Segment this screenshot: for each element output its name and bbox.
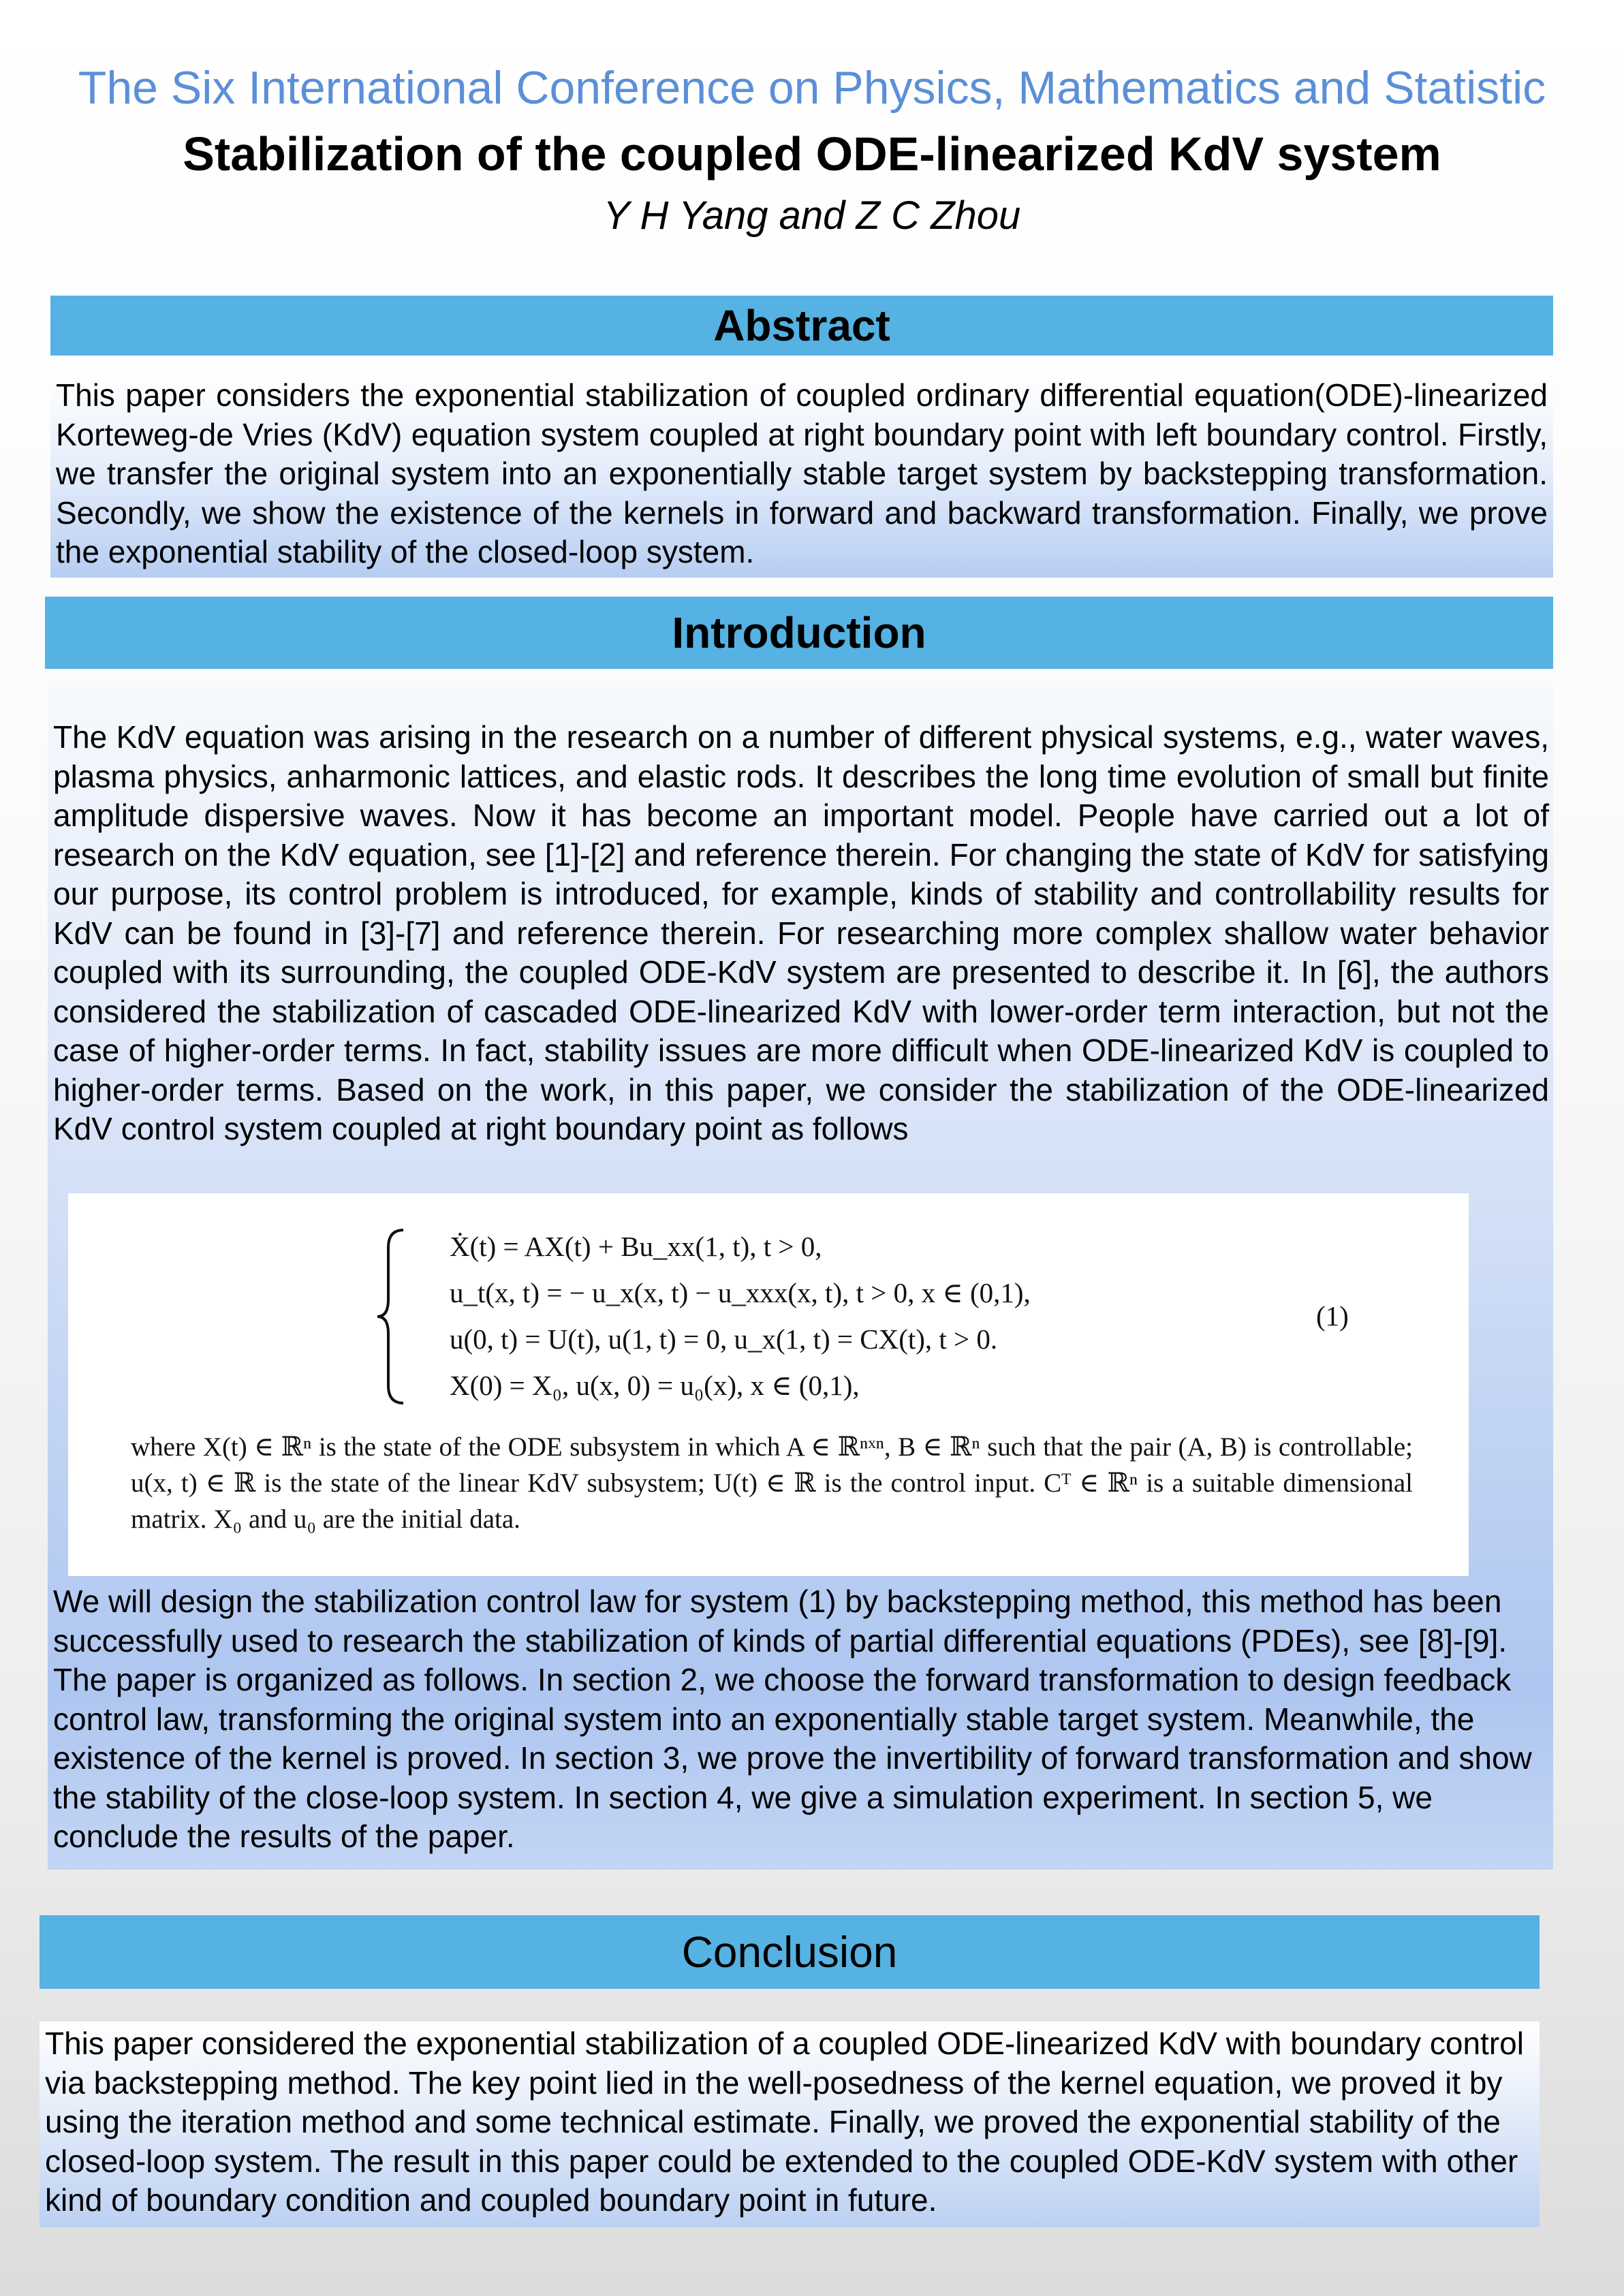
equation-boundary: u(0, t) = U(t), u(1, t) = 0, u_x(1, t) = CX(t), t > 0. (450, 1323, 998, 1355)
equation-initial: X(0) = X₀, u(x, 0) = u₀(x), x ∈ (0,1), (450, 1370, 860, 1401)
authors: Y H Yang and Z C Zhou (603, 193, 1021, 238)
equation-note: where X(t) ∈ ℝⁿ is the state of the ODE subsystem in which A ∈ ℝⁿˣⁿ, B ∈ ℝⁿ such that the pair (A, B) is controllable; u(x, t) ∈ ℝ is the state of the linear KdV subsystem; U(t) ∈ ℝ is the control input. Cᵀ ∈ ℝⁿ is a suitable dimensional matrix. X₀ and u₀ are the initial data. (131, 1432, 1413, 1534)
conclusion-text: This paper considered the exponential stabilization of a coupled ODE-linearized KdV with boundary control via backstepping method. The key point lied in the well-posedness of the kernel equation, we proved it by using the iteration method and some technical estimate. Finally, we proved the exponential stability of the closed-loop system. The result in this paper could be extended to the coupled ODE-KdV system with other kind of boundary condition and coupled boundary point in future. (45, 2026, 1524, 2218)
conclusion-panel (40, 2022, 1540, 2227)
equation-kdv: u_t(x, t) = − u_x(x, t) − u_xxx(x, t), t > 0, x ∈ (0,1), (450, 1277, 1031, 1308)
abstract-panel (50, 375, 1553, 578)
introduction-paragraph-1: The KdV equation was arising in the research on a number of different physical systems, e.g., water waves, plasma physics, anharmonic lattices, and elastic rods. It describes the long time evolution of small but finite amplitude dispersive waves. Now it has become an important model. People have carried out a lot of research on the KdV equation, see [1]-[2] and reference therein. For changing the state of KdV for satisfying our purpose, its control problem is introduced, for example, kinds of stability and controllability results for KdV can be found in [3]-[7] and reference therein. For researching more complex shallow water behavior coupled with its surrounding, the coupled ODE-KdV system are presented to describe it. In [6], the authors considered the stabilization of cascaded ODE-linearized KdV with lower-order term interaction, but not the case of higher-order terms. In fact, stability issues are more difficult when ODE-linearized KdV is coupled to higher-order terms. Based on the work, in this paper, we consider the stabilization of the ODE-linearized KdV control system coupled at right boundary point as follows (53, 719, 1549, 1146)
equation-number: (1) (1316, 1300, 1349, 1332)
equation-ode: Ẋ(t) = AX(t) + Bu_xx(1, t), t > 0, (450, 1231, 822, 1262)
left-brace (373, 1227, 407, 1406)
equation-system (68, 1193, 1469, 1576)
introduction-heading: Introduction (45, 597, 1553, 669)
introduction-paragraph-2: We will design the stabilization control law for system (1) by backstepping method, this method has been successfully used to research the stabilization of kinds of partial differential equations (PDEs), see [8]-[9]. The paper is organized as follows. In section 2, we choose the forward transformation to design feedback control law, transforming the original system into an exponentially stable target system. Meanwhile, the existence of the kernel is proved. In section 3, we prove the invertibility of forward transformation and show the stability of the close-loop system. In section 4, we give a simulation experiment. In section 5, we conclude the results of the paper. (53, 1584, 1532, 1854)
paper-title: Stabilization of the coupled ODE-linearized KdV system (183, 127, 1441, 180)
abstract-text: This paper considers the exponential stabilization of coupled ordinary differential equation(ODE)-linearized Korteweg-de Vries (KdV) equation system coupled at right boundary point with left boundary control. Firstly, we transfer the original system into an exponentially stable target system by backstepping transformation. Secondly, we show the existence of the kernels in forward and backward transformation. Finally, we prove the exponential stability of the closed-loop system. (56, 377, 1548, 569)
abstract-heading: Abstract (50, 296, 1553, 356)
conclusion-heading: Conclusion (40, 1915, 1540, 1989)
conference-name: The Six International Conference on Physics, Mathematics and Statistic (78, 62, 1546, 114)
